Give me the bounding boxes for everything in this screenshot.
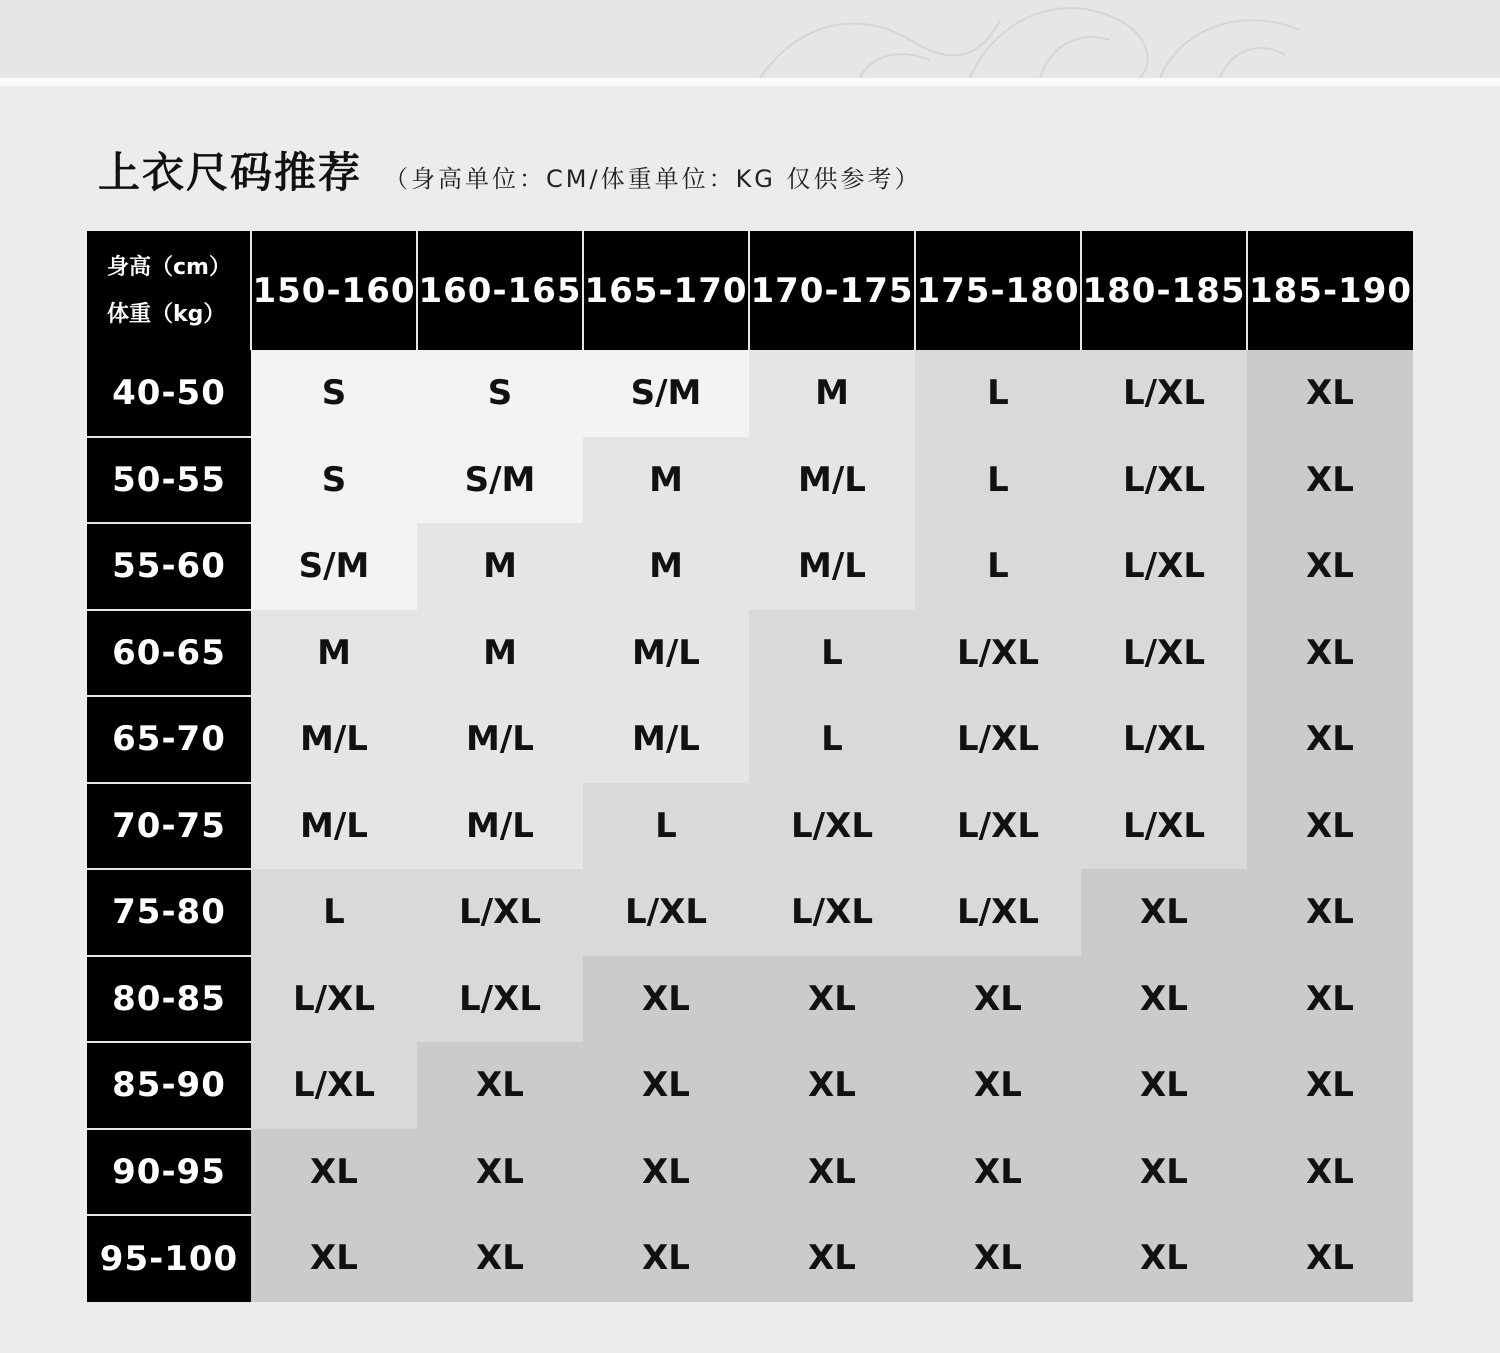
size-cell: M/L bbox=[251, 783, 417, 870]
weight-header: 40-50 bbox=[87, 350, 251, 437]
table-row bbox=[87, 1042, 1413, 1129]
corner-header bbox=[87, 231, 251, 350]
size-cell: L/XL bbox=[749, 783, 915, 870]
size-cell: XL bbox=[1247, 956, 1413, 1043]
size-cell: M bbox=[749, 350, 915, 437]
size-cell: XL bbox=[583, 956, 749, 1043]
size-cell: L bbox=[915, 350, 1081, 437]
size-cell: M/L bbox=[583, 610, 749, 697]
size-cell: XL bbox=[749, 1215, 915, 1302]
size-chart-table bbox=[87, 231, 1413, 1302]
table-row bbox=[87, 437, 1413, 524]
size-cell: L/XL bbox=[251, 956, 417, 1043]
weight-axis-label: 体重（kg） bbox=[107, 301, 226, 327]
top-banner bbox=[0, 0, 1500, 78]
size-cell: S/M bbox=[251, 523, 417, 610]
height-header: 180-185 bbox=[1081, 231, 1247, 350]
weight-header: 80-85 bbox=[87, 956, 251, 1043]
size-cell: L/XL bbox=[417, 956, 583, 1043]
size-cell: L bbox=[915, 523, 1081, 610]
size-cell: XL bbox=[583, 1215, 749, 1302]
size-cell: XL bbox=[1247, 696, 1413, 783]
height-header: 165-170 bbox=[583, 231, 749, 350]
size-cell: XL bbox=[1247, 1129, 1413, 1216]
size-cell: XL bbox=[251, 1215, 417, 1302]
size-cell: L/XL bbox=[915, 696, 1081, 783]
size-cell: M bbox=[583, 523, 749, 610]
size-cell: S/M bbox=[417, 437, 583, 524]
size-cell: XL bbox=[417, 1129, 583, 1216]
table-row bbox=[87, 1215, 1413, 1302]
size-cell: XL bbox=[1247, 1215, 1413, 1302]
weight-header: 50-55 bbox=[87, 437, 251, 524]
height-header: 150-160 bbox=[251, 231, 417, 350]
size-cell: XL bbox=[1247, 350, 1413, 437]
weight-header: 75-80 bbox=[87, 869, 251, 956]
size-cell: XL bbox=[1081, 1215, 1247, 1302]
weight-header: 70-75 bbox=[87, 783, 251, 870]
page-title: 上衣尺码推荐 bbox=[98, 148, 363, 197]
size-cell: L bbox=[583, 783, 749, 870]
header-divider bbox=[0, 78, 1500, 86]
height-header: 175-180 bbox=[915, 231, 1081, 350]
size-cell: L/XL bbox=[583, 869, 749, 956]
table-row bbox=[87, 610, 1413, 697]
size-cell: L bbox=[251, 869, 417, 956]
size-cell: M bbox=[417, 610, 583, 697]
size-cell: M/L bbox=[417, 783, 583, 870]
height-axis-label: 身高（cm） bbox=[107, 254, 231, 280]
height-header: 185-190 bbox=[1247, 231, 1413, 350]
size-cell: M/L bbox=[583, 696, 749, 783]
size-cell: L/XL bbox=[915, 610, 1081, 697]
size-cell: XL bbox=[251, 1129, 417, 1216]
size-cell: L/XL bbox=[1081, 437, 1247, 524]
size-cell: L/XL bbox=[251, 1042, 417, 1129]
weight-header: 85-90 bbox=[87, 1042, 251, 1129]
size-cell: XL bbox=[583, 1042, 749, 1129]
size-cell: L/XL bbox=[915, 869, 1081, 956]
size-cell: S bbox=[251, 437, 417, 524]
size-cell: XL bbox=[749, 956, 915, 1043]
size-cell: XL bbox=[1081, 869, 1247, 956]
size-cell: XL bbox=[417, 1042, 583, 1129]
title-row bbox=[98, 140, 922, 200]
table-row bbox=[87, 350, 1413, 437]
size-cell: XL bbox=[1081, 1129, 1247, 1216]
weight-header: 90-95 bbox=[87, 1129, 251, 1216]
size-cell: L/XL bbox=[1081, 783, 1247, 870]
size-cell: XL bbox=[1247, 523, 1413, 610]
size-cell: XL bbox=[749, 1129, 915, 1216]
rose-watermark-icon bbox=[740, 0, 1340, 78]
size-cell: XL bbox=[417, 1215, 583, 1302]
table-row bbox=[87, 783, 1413, 870]
weight-header: 65-70 bbox=[87, 696, 251, 783]
size-table-body bbox=[87, 350, 1413, 1302]
unit-note: （身高单位：CM/体重单位：KG 仅供参考） bbox=[384, 165, 922, 193]
table-row bbox=[87, 696, 1413, 783]
size-cell: XL bbox=[915, 1215, 1081, 1302]
size-cell: M bbox=[417, 523, 583, 610]
weight-header: 60-65 bbox=[87, 610, 251, 697]
size-cell: L/XL bbox=[1081, 610, 1247, 697]
weight-header: 55-60 bbox=[87, 523, 251, 610]
size-cell: S/M bbox=[583, 350, 749, 437]
size-cell: S bbox=[251, 350, 417, 437]
table-row bbox=[87, 956, 1413, 1043]
size-cell: XL bbox=[1081, 1042, 1247, 1129]
size-cell: M/L bbox=[749, 437, 915, 524]
size-cell: XL bbox=[1247, 610, 1413, 697]
size-cell: M/L bbox=[251, 696, 417, 783]
size-cell: L bbox=[915, 437, 1081, 524]
size-cell: XL bbox=[1081, 956, 1247, 1043]
size-cell: XL bbox=[1247, 869, 1413, 956]
size-cell: XL bbox=[749, 1042, 915, 1129]
size-cell: L bbox=[749, 610, 915, 697]
size-cell: L/XL bbox=[1081, 350, 1247, 437]
size-cell: L/XL bbox=[1081, 696, 1247, 783]
size-cell: M/L bbox=[749, 523, 915, 610]
size-cell: XL bbox=[1247, 437, 1413, 524]
table-row bbox=[87, 869, 1413, 956]
size-cell: M/L bbox=[417, 696, 583, 783]
table-row bbox=[87, 1129, 1413, 1216]
height-header: 170-175 bbox=[749, 231, 915, 350]
table-row bbox=[87, 523, 1413, 610]
height-header: 160-165 bbox=[417, 231, 583, 350]
size-cell: XL bbox=[583, 1129, 749, 1216]
size-cell: XL bbox=[1247, 1042, 1413, 1129]
size-cell: XL bbox=[915, 1129, 1081, 1216]
size-cell: XL bbox=[1247, 783, 1413, 870]
size-cell: L/XL bbox=[417, 869, 583, 956]
size-cell: M bbox=[583, 437, 749, 524]
size-cell: M bbox=[251, 610, 417, 697]
header-row bbox=[87, 231, 1413, 350]
weight-header: 95-100 bbox=[87, 1215, 251, 1302]
size-cell: L/XL bbox=[749, 869, 915, 956]
size-cell: XL bbox=[915, 956, 1081, 1043]
size-cell: L bbox=[749, 696, 915, 783]
size-cell: L/XL bbox=[915, 783, 1081, 870]
size-cell: XL bbox=[915, 1042, 1081, 1129]
size-cell: L/XL bbox=[1081, 523, 1247, 610]
size-cell: S bbox=[417, 350, 583, 437]
